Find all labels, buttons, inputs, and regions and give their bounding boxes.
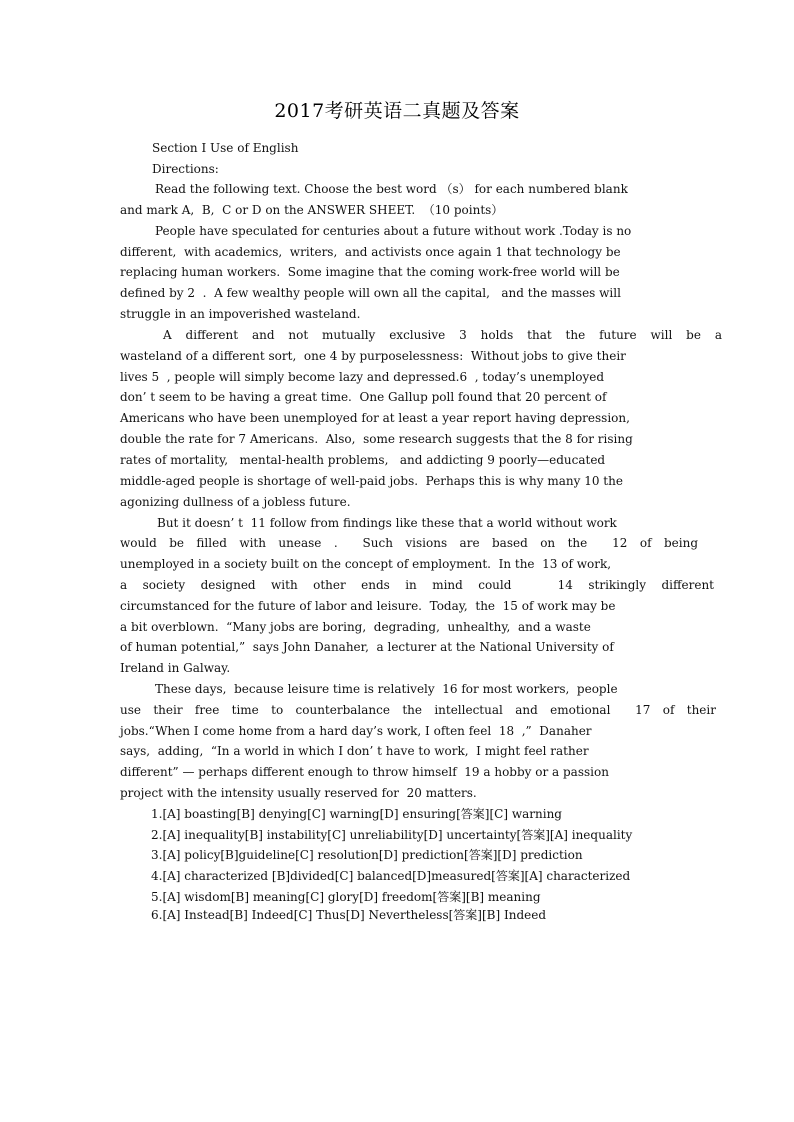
passage-line: Ireland in Galway. [120, 661, 231, 675]
passage-line: different, with academics, writers, and activists once again 1 that technology be [120, 245, 621, 259]
passage-line: People have speculated for centuries about a future without work .Today is no [155, 224, 632, 238]
passage-line: agonizing dullness of a jobless future. [120, 495, 351, 509]
passage-line: different” — perhaps different enough to throw himself 19 a hobby or a passion [120, 765, 609, 779]
passage-line: use their free time to counterbalance the intellectual and emotional 17 of their [120, 703, 716, 717]
passage-line: struggle in an impoverished wasteland. [120, 307, 361, 321]
section-heading: Section I Use of English [152, 141, 299, 155]
passage-line: a society designed with other ends in mind could 14 strikingly different [120, 578, 714, 592]
passage-line: These days, because leisure time is relatively 16 for most workers, people [155, 682, 618, 696]
directions-label: Directions: [152, 162, 219, 176]
page-title: 2017考研英语二真题及答案 [274, 100, 520, 122]
passage-line: Americans who have been unemployed for at least a year report having depression, [120, 411, 630, 425]
passage-line: a bit overblown. “Many jobs are boring, degrading, unhealthy, and a waste [120, 620, 591, 634]
answer-item: 5.[A] wisdom[B] meaning[C] glory[D] freedom[答案][B] meaning [151, 890, 541, 904]
passage-line: double the rate for 7 Americans. Also, some research suggests that the 8 for rising [120, 432, 633, 446]
passage-line: unemployed in a society built on the concept of employment. In the 13 of work, [120, 557, 612, 571]
answer-item: 1.[A] boasting[B] denying[C] warning[D] ensuring[答案][C] warning [151, 807, 562, 821]
answer-item: 2.[A] inequality[B] instability[C] unreliability[D] uncertainty[答案][A] inequality [151, 828, 633, 842]
passage-line: rates of mortality, mental-health problems, and addicting 9 poorly—educated [120, 453, 606, 467]
passage-line: middle-aged people is shortage of well-paid jobs. Perhaps this is why many 10 the [120, 474, 623, 488]
passage-line: But it doesn’ t 11 follow from findings like these that a world without work [157, 516, 617, 530]
answer-item: 6.[A] Instead[B] Indeed[C] Thus[D] Nevertheless[答案][B] Indeed [151, 908, 547, 922]
passage-line: don’ t seem to be having a great time. One Gallup poll found that 20 percent of [120, 390, 607, 404]
instruction-line: Read the following text. Choose the best word （s） for each numbered blank [155, 182, 628, 196]
passage-line: project with the intensity usually reserved for 20 matters. [120, 786, 477, 800]
passage-line: says, adding, “In a world in which I don’ t have to work, I might feel rather [120, 744, 589, 758]
passage-line: lives 5 , people will simply become lazy and depressed.6 , today’s unemployed [120, 370, 605, 384]
answer-item: 3.[A] policy[B]guideline[C] resolution[D] prediction[答案][D] prediction [151, 848, 583, 862]
passage-line: A different and not mutually exclusive 3 holds that the future will be a [163, 328, 722, 342]
instruction-line: and mark A, B, C or D on the ANSWER SHEET. （10 points） [120, 203, 504, 217]
answer-item: 4.[A] characterized [B]divided[C] balanced[D]measured[答案][A] characterized [151, 869, 631, 883]
passage-line: would be filled with unease . Such visions are based on the 12 of being [120, 536, 698, 550]
passage-line: replacing human workers. Some imagine that the coming work-free world will be [120, 265, 620, 279]
passage-line: jobs.“When I come home from a hard day’s work, I often feel 18 ,” Danaher [120, 724, 592, 738]
passage-line: circumstanced for the future of labor and leisure. Today, the 15 of work may be [120, 599, 616, 613]
passage-line: defined by 2 . A few wealthy people will own all the capital, and the masses will [120, 286, 621, 300]
passage-line: of human potential,” says John Danaher, a lecturer at the National University of [120, 640, 614, 654]
passage-line: wasteland of a different sort, one 4 by purposelessness: Without jobs to give their [120, 349, 626, 363]
